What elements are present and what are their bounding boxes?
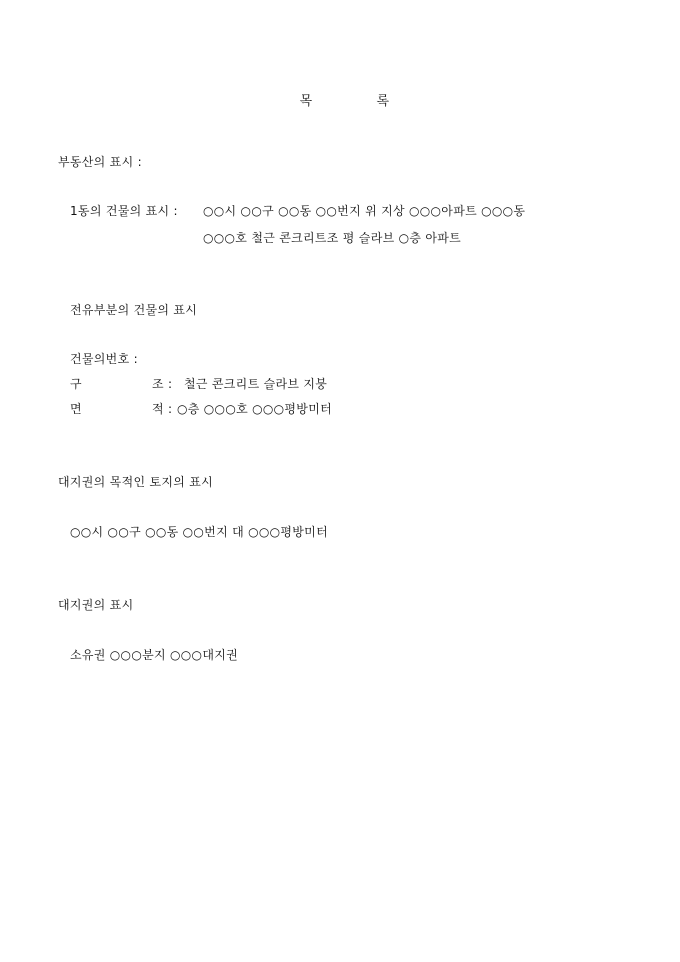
building-description-line-2: ○○○호 철근 콘크리트조 평 슬라브 ○층 아파트	[203, 231, 462, 245]
building-description-line-1: ○○시 ○○구 ○○동 ○○번지 위 지상 ○○○아파트 ○○○동	[203, 204, 526, 218]
land-right-value: 소유권 ○○○분지 ○○○대지권	[70, 648, 238, 662]
title-char-1: 목	[299, 94, 313, 109]
land-right-heading: 대지권의 표시	[58, 598, 134, 612]
land-value: ○○시 ○○구 ○○동 ○○번지 대 ○○○평방미터	[70, 525, 328, 539]
area-label-second: 적 :	[152, 402, 173, 416]
document-title	[0, 82, 680, 108]
area-label-first: 면	[70, 402, 82, 416]
building-label: 1동의 건물의 표시 :	[70, 204, 178, 218]
structure-label-second: 조 :	[152, 377, 173, 391]
real-estate-heading: 부동산의 표시 :	[58, 155, 142, 169]
exclusive-part-heading: 전유부분의 건물의 표시	[70, 303, 198, 317]
title-char-2: 록	[376, 94, 390, 109]
land-heading: 대지권의 목적인 토지의 표시	[58, 475, 214, 489]
structure-value: 철근 콘크리트 슬라브 지붕	[184, 377, 328, 391]
structure-label-first: 구	[70, 377, 82, 391]
area-value: ○층 ○○○호 ○○○평방미터	[177, 402, 332, 416]
building-number-label: 건물의번호 :	[70, 352, 138, 366]
